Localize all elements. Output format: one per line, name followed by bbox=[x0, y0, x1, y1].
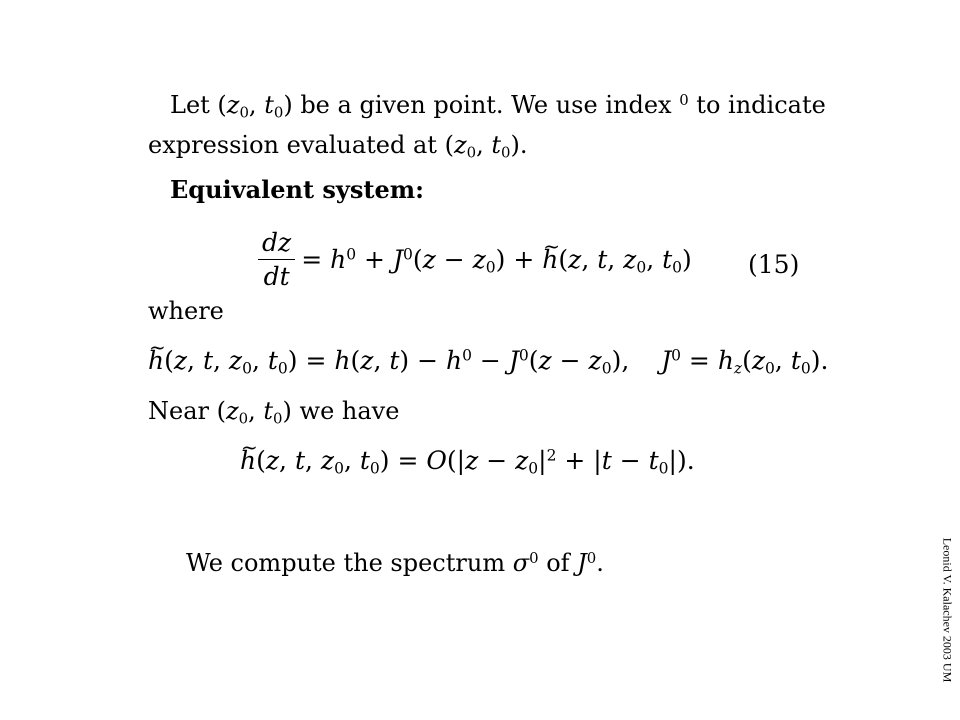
section-heading: Equivalent system: bbox=[170, 175, 424, 204]
closing-line: We compute the spectrum $\sigma^0$ of $J^0$. bbox=[186, 548, 604, 577]
asymptotic-estimate: ~ h(z, t, $z_0$, $t_0) = O(|z - z_0|^2 + |t - t_0|)$. bbox=[240, 446, 695, 475]
near-line: Near ($z_0$, $t_0$) we have bbox=[148, 397, 400, 428]
where-label: where bbox=[148, 297, 224, 325]
author-credit: Leonid V. Kalachev 2003 UM bbox=[940, 537, 955, 683]
math-point-z0-t0: ($z_0$, $t_0$) bbox=[217, 91, 293, 122]
definition-h-tilde: ~ h(z, t, $z_0$, $t_0) = h(z$, $t) - h^0 - J^0(z - z_0)$, $J^0 = h_z(z_0$, $t_0$). bbox=[148, 346, 828, 375]
math-j0: $J^0$ bbox=[577, 548, 597, 577]
intro-line-1: Let ($z_0$, $t_0$) be a given point. We use index $^0$ to indicate bbox=[170, 90, 826, 122]
equation-number: (15) bbox=[748, 250, 800, 279]
index-mark: 0 bbox=[679, 90, 689, 109]
intro-line-2: expression evaluated at ($z_0$, $t_0$). bbox=[148, 131, 528, 162]
derivative-fraction: $\frac{dz}{dt}$ bbox=[258, 228, 295, 291]
math-sigma0: $\sigma^0$ bbox=[512, 548, 539, 577]
math-point-z0-t0-3: ($z_0$, $t_0$) bbox=[216, 397, 292, 428]
equation-15: $\frac{dz}{dt}$ = $h^0 + J^0(z - z_0)$ + ~ h(z, t, $z_0$, $t_0$) bbox=[258, 228, 692, 291]
math-point-z0-t0-2: ($z_0$, $t_0$) bbox=[444, 131, 520, 162]
